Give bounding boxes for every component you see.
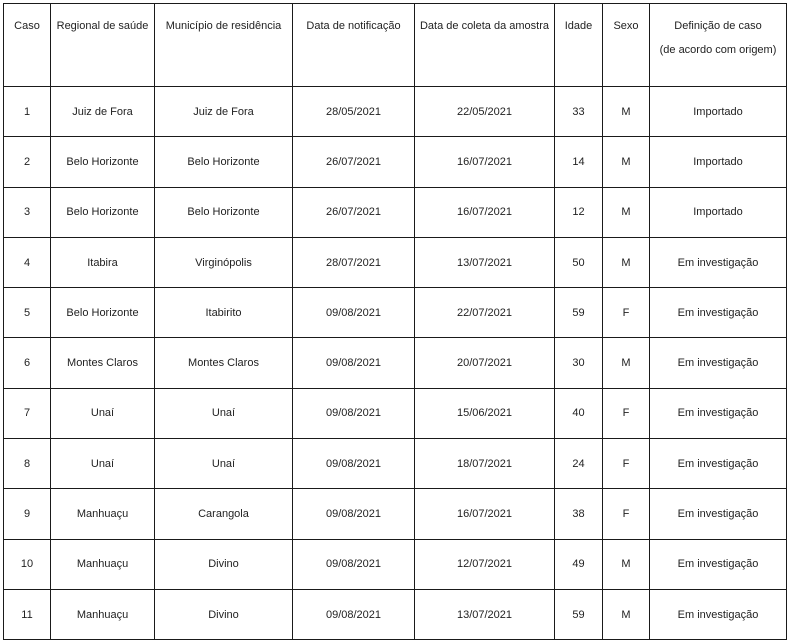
cell-definicao: Importado xyxy=(650,187,787,237)
header-municipio: Município de residência xyxy=(155,4,293,87)
cell-municipio: Divino xyxy=(155,539,293,589)
cell-definicao: Em investigação xyxy=(650,489,787,539)
cell-idade: 30 xyxy=(555,338,603,388)
cell-data-coleta: 20/07/2021 xyxy=(415,338,555,388)
cell-idade: 33 xyxy=(555,87,603,137)
cell-data-coleta: 13/07/2021 xyxy=(415,237,555,287)
cell-data-coleta: 22/07/2021 xyxy=(415,288,555,338)
cell-data-notificacao: 09/08/2021 xyxy=(293,589,415,639)
cell-sexo: F xyxy=(603,288,650,338)
cell-sexo: M xyxy=(603,87,650,137)
cell-idade: 59 xyxy=(555,589,603,639)
table-row xyxy=(4,187,787,237)
cell-caso: 4 xyxy=(4,237,51,287)
cell-municipio: Juiz de Fora xyxy=(155,87,293,137)
cell-regional: Montes Claros xyxy=(51,338,155,388)
cell-regional: Juiz de Fora xyxy=(51,87,155,137)
cell-sexo: M xyxy=(603,237,650,287)
header-definicao-label: Definição de caso xyxy=(674,20,762,32)
header-idade: Idade xyxy=(555,4,603,87)
cell-data-notificacao: 28/07/2021 xyxy=(293,237,415,287)
cell-regional: Unaí xyxy=(51,439,155,489)
table-row xyxy=(4,137,787,187)
table-row xyxy=(4,87,787,137)
cell-municipio: Virginópolis xyxy=(155,237,293,287)
cell-caso: 7 xyxy=(4,388,51,438)
cell-municipio: Montes Claros xyxy=(155,338,293,388)
cell-data-notificacao: 09/08/2021 xyxy=(293,338,415,388)
cell-caso: 9 xyxy=(4,489,51,539)
cell-idade: 14 xyxy=(555,137,603,187)
table-body xyxy=(4,87,787,640)
cell-data-coleta: 22/05/2021 xyxy=(415,87,555,137)
cell-definicao: Em investigação xyxy=(650,388,787,438)
header-row xyxy=(4,4,787,87)
cell-municipio: Divino xyxy=(155,589,293,639)
cell-caso: 10 xyxy=(4,539,51,589)
cell-data-notificacao: 26/07/2021 xyxy=(293,137,415,187)
table-row xyxy=(4,338,787,388)
cell-regional: Manhuaçu xyxy=(51,539,155,589)
cell-data-coleta: 16/07/2021 xyxy=(415,137,555,187)
cell-municipio: Belo Horizonte xyxy=(155,187,293,237)
cell-sexo: M xyxy=(603,589,650,639)
cell-data-coleta: 16/07/2021 xyxy=(415,187,555,237)
cell-caso: 5 xyxy=(4,288,51,338)
cell-definicao: Importado xyxy=(650,137,787,187)
cell-regional: Manhuaçu xyxy=(51,489,155,539)
cell-municipio: Carangola xyxy=(155,489,293,539)
table-row xyxy=(4,388,787,438)
cell-data-notificacao: 26/07/2021 xyxy=(293,187,415,237)
cell-definicao: Em investigação xyxy=(650,439,787,489)
cell-municipio: Unaí xyxy=(155,439,293,489)
cell-caso: 1 xyxy=(4,87,51,137)
table-row xyxy=(4,237,787,287)
cell-data-notificacao: 09/08/2021 xyxy=(293,489,415,539)
cell-regional: Itabira xyxy=(51,237,155,287)
cell-caso: 8 xyxy=(4,439,51,489)
cell-regional: Belo Horizonte xyxy=(51,137,155,187)
cell-sexo: F xyxy=(603,439,650,489)
cell-sexo: M xyxy=(603,187,650,237)
cell-idade: 24 xyxy=(555,439,603,489)
header-sexo: Sexo xyxy=(603,4,650,87)
header-regional: Regional de saúde xyxy=(51,4,155,87)
table-row xyxy=(4,589,787,639)
cell-definicao: Em investigação xyxy=(650,589,787,639)
cell-idade: 49 xyxy=(555,539,603,589)
table-row xyxy=(4,288,787,338)
cell-caso: 3 xyxy=(4,187,51,237)
cell-idade: 38 xyxy=(555,489,603,539)
header-data-coleta: Data de coleta da amostra xyxy=(415,4,555,87)
cell-data-coleta: 16/07/2021 xyxy=(415,489,555,539)
cell-definicao: Importado xyxy=(650,87,787,137)
cell-definicao: Em investigação xyxy=(650,338,787,388)
cell-definicao: Em investigação xyxy=(650,288,787,338)
cases-table xyxy=(3,3,787,640)
header-definicao xyxy=(650,4,787,87)
header-definicao-sub: (de acordo com origem) xyxy=(659,44,777,56)
cell-data-coleta: 15/06/2021 xyxy=(415,388,555,438)
cell-data-notificacao: 09/08/2021 xyxy=(293,288,415,338)
cell-municipio: Belo Horizonte xyxy=(155,137,293,187)
cell-regional: Belo Horizonte xyxy=(51,288,155,338)
cell-data-notificacao: 28/05/2021 xyxy=(293,87,415,137)
table-row xyxy=(4,539,787,589)
cell-regional: Unaí xyxy=(51,388,155,438)
cell-idade: 40 xyxy=(555,388,603,438)
cell-sexo: F xyxy=(603,489,650,539)
cell-caso: 11 xyxy=(4,589,51,639)
cell-data-notificacao: 09/08/2021 xyxy=(293,388,415,438)
cell-idade: 59 xyxy=(555,288,603,338)
header-caso: Caso xyxy=(4,4,51,87)
cell-idade: 12 xyxy=(555,187,603,237)
table-row xyxy=(4,439,787,489)
cell-data-coleta: 12/07/2021 xyxy=(415,539,555,589)
cell-data-coleta: 13/07/2021 xyxy=(415,589,555,639)
table-row xyxy=(4,489,787,539)
cell-municipio: Unaí xyxy=(155,388,293,438)
cell-sexo: M xyxy=(603,338,650,388)
cell-sexo: F xyxy=(603,388,650,438)
cell-caso: 6 xyxy=(4,338,51,388)
cell-data-coleta: 18/07/2021 xyxy=(415,439,555,489)
header-data-notificacao: Data de notificação xyxy=(293,4,415,87)
cell-municipio: Itabirito xyxy=(155,288,293,338)
cell-data-notificacao: 09/08/2021 xyxy=(293,439,415,489)
cell-definicao: Em investigação xyxy=(650,237,787,287)
cell-data-notificacao: 09/08/2021 xyxy=(293,539,415,589)
cell-regional: Belo Horizonte xyxy=(51,187,155,237)
cell-regional: Manhuaçu xyxy=(51,589,155,639)
cell-sexo: M xyxy=(603,137,650,187)
cell-caso: 2 xyxy=(4,137,51,187)
cell-definicao: Em investigação xyxy=(650,539,787,589)
cell-idade: 50 xyxy=(555,237,603,287)
cell-sexo: M xyxy=(603,539,650,589)
